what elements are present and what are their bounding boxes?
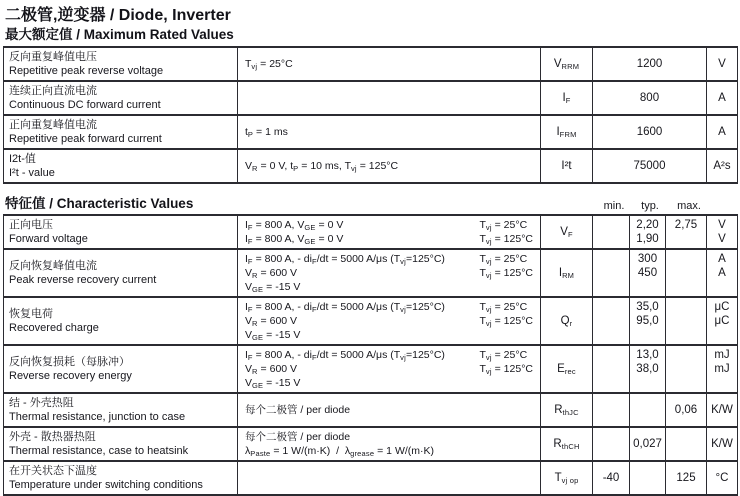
param-cell bbox=[4, 345, 238, 393]
max-cell bbox=[666, 427, 707, 461]
param-name-cn: I2t-值 bbox=[9, 153, 36, 165]
max-cell: 125 bbox=[666, 461, 707, 495]
conditions-cell bbox=[238, 215, 541, 249]
param-cell bbox=[4, 249, 238, 297]
min-cell bbox=[593, 297, 630, 345]
min-cell bbox=[593, 215, 630, 249]
param-name-en: Forward voltage bbox=[9, 233, 88, 245]
max-cell: 0,06 bbox=[666, 393, 707, 427]
symbol-cell: $V_F$ bbox=[541, 215, 593, 249]
param-name-en: Repetitive peak reverse voltage bbox=[9, 65, 164, 77]
symbol-cell: $V_{RRM}$ bbox=[541, 47, 593, 81]
param-cell bbox=[4, 81, 238, 115]
max-cell bbox=[666, 345, 707, 393]
max-cell bbox=[666, 249, 707, 297]
value-cell: 1200 bbox=[593, 47, 707, 81]
characteristic-values-table bbox=[3, 214, 738, 496]
param-cell bbox=[4, 149, 238, 183]
section-heading-characteristic-values: 特征值 / Characteristic Values bbox=[5, 196, 194, 211]
conditions-text: 每个二极管 / per diode $\lambda_{Paste} = 1$ $W/(m\cdot K) / \lambda_{grease} = 1$ W/(m·K) bbox=[245, 431, 435, 458]
param-name-cn: 恢复电荷 bbox=[9, 308, 53, 320]
table-row bbox=[4, 345, 738, 393]
min-cell bbox=[593, 427, 630, 461]
table-row bbox=[4, 393, 738, 427]
conditions-text: 每个二极管 / per diode bbox=[245, 404, 351, 416]
conditions-temperature: $T_{vj} = 25^\circ C$ $T_{vj} = 125^\circ C$ bbox=[479, 301, 533, 328]
param-name-en: Thermal resistance, junction to case bbox=[9, 411, 186, 423]
param-name-cn: 反向恢复损耗（每脉冲） bbox=[9, 356, 130, 368]
param-cell bbox=[4, 297, 238, 345]
param-name-cn: 外壳 - 散热器热阻 bbox=[9, 431, 96, 443]
param-name-en: Peak reverse recovery current bbox=[9, 274, 157, 286]
conditions-cell: $t_P = 1$ ms bbox=[238, 115, 541, 149]
column-header-min: min. bbox=[603, 200, 625, 212]
conditions-text: $I_F = 800$ A, - $di_F/dt = 5000$ A/μs $(T_{vj}=125^\circ C)$ $V_R = 600$ V $V_{GE} = -15$ V bbox=[245, 349, 445, 390]
conditions-cell bbox=[238, 249, 541, 297]
symbol-cell: I²t bbox=[541, 149, 593, 183]
conditions-temperature: $T_{vj} = 25^\circ C$ $T_{vj} = 125^\circ C$ bbox=[479, 219, 533, 246]
symbol-cell: $Q_r$ bbox=[541, 297, 593, 345]
param-name-en: Reverse recovery energy bbox=[9, 370, 132, 382]
conditions-text: $I_F = 800$ A, - $di_F/dt = 5000$ A/μs $(T_{vj}=125^\circ C)$ $V_R = 600$ V $V_{GE} = -15$ V bbox=[245, 253, 445, 294]
symbol-cell: $I_F$ bbox=[541, 81, 593, 115]
table-row bbox=[4, 81, 738, 115]
param-name-en: Repetitive peak forward current bbox=[9, 133, 162, 145]
param-cell bbox=[4, 427, 238, 461]
table-row bbox=[4, 47, 738, 81]
symbol-cell: $E_{rec}$ bbox=[541, 345, 593, 393]
param-name-cn: 反向恢复峰值电流 bbox=[9, 260, 97, 272]
conditions-cell bbox=[238, 393, 541, 427]
table-row bbox=[4, 149, 738, 183]
param-name-en: Continuous DC forward current bbox=[9, 99, 161, 111]
table-row bbox=[4, 297, 738, 345]
param-name-en: Thermal resistance, case to heatsink bbox=[9, 445, 189, 457]
value-cell: 1600 bbox=[593, 115, 707, 149]
table-row bbox=[4, 215, 738, 249]
param-cell bbox=[4, 393, 238, 427]
param-cell bbox=[4, 461, 238, 495]
conditions-temperature bbox=[533, 403, 535, 417]
typ-cell bbox=[630, 461, 666, 495]
typ-cell: 2,20 1,90 bbox=[630, 215, 666, 249]
conditions-temperature: $T_{vj} = 25^\circ C$ $T_{vj} = 125^\circ C$ bbox=[479, 349, 533, 376]
typ-cell bbox=[630, 393, 666, 427]
table-row bbox=[4, 461, 738, 495]
maximum-rated-values-table bbox=[3, 46, 738, 184]
typ-cell: 35,0 95,0 bbox=[630, 297, 666, 345]
max-cell bbox=[666, 297, 707, 345]
min-cell: -40 bbox=[593, 461, 630, 495]
typ-cell: 0,027 bbox=[630, 427, 666, 461]
section-heading-maximum-rated-values: 最大额定值 / Maximum Rated Values bbox=[5, 27, 234, 42]
typ-cell: 300 450 bbox=[630, 249, 666, 297]
unit-cell: μC μC bbox=[707, 297, 738, 345]
conditions-temperature: $T_{vj} = 25^\circ C$ $T_{vj} = 125^\circ C$ bbox=[479, 253, 533, 280]
param-name-en: Temperature under switching conditions bbox=[9, 479, 203, 491]
param-cell bbox=[4, 47, 238, 81]
unit-cell: A A bbox=[707, 249, 738, 297]
column-header-max: max. bbox=[677, 200, 701, 212]
table-row bbox=[4, 115, 738, 149]
value-cell: 800 bbox=[593, 81, 707, 115]
min-cell bbox=[593, 249, 630, 297]
symbol-cell: $I_{RM}$ bbox=[541, 249, 593, 297]
conditions-cell bbox=[238, 427, 541, 461]
param-cell bbox=[4, 115, 238, 149]
conditions-cell: $T_{vj} = 25^\circ C$ bbox=[238, 47, 541, 81]
conditions-cell bbox=[238, 297, 541, 345]
param-name-en: Recovered charge bbox=[9, 322, 99, 334]
conditions-temperature bbox=[533, 430, 535, 458]
conditions-cell: $V_R = 0$ V, $t_P = 10$ ms, $T_{vj} = 125^\circ C$ bbox=[238, 149, 541, 183]
conditions-cell bbox=[238, 81, 541, 115]
conditions-text: $I_F = 800$ A, $V_{GE} = 0$ V $I_F = 800$ A, $V_{GE} = 0$ V bbox=[245, 219, 344, 246]
param-name-en: I²t - value bbox=[9, 167, 55, 179]
param-name-cn: 正向电压 bbox=[9, 219, 53, 231]
unit-cell: A bbox=[707, 115, 738, 149]
unit-cell: mJ mJ bbox=[707, 345, 738, 393]
symbol-cell: $R_{thCH}$ bbox=[541, 427, 593, 461]
page-title: 二极管,逆变器 / Diode, Inverter bbox=[5, 7, 231, 24]
unit-cell: °C bbox=[707, 461, 738, 495]
symbol-cell: $R_{thJC}$ bbox=[541, 393, 593, 427]
column-header-typ: typ. bbox=[641, 200, 659, 212]
unit-cell: A²s bbox=[707, 149, 738, 183]
min-cell bbox=[593, 393, 630, 427]
table-row bbox=[4, 249, 738, 297]
symbol-cell: $T_{vj op}$ bbox=[541, 461, 593, 495]
unit-cell: V bbox=[707, 47, 738, 81]
max-cell: 2,75 bbox=[666, 215, 707, 249]
typ-cell: 13,0 38,0 bbox=[630, 345, 666, 393]
table-row bbox=[4, 427, 738, 461]
param-name-cn: 结 - 外壳热阻 bbox=[9, 397, 74, 409]
unit-cell: K/W bbox=[707, 427, 738, 461]
unit-cell: K/W bbox=[707, 393, 738, 427]
value-cell: 75000 bbox=[593, 149, 707, 183]
conditions-cell bbox=[238, 345, 541, 393]
unit-cell: V V bbox=[707, 215, 738, 249]
conditions-cell bbox=[238, 461, 541, 495]
param-cell bbox=[4, 215, 238, 249]
param-name-cn: 连续正向直流电流 bbox=[9, 85, 97, 97]
conditions-text: $I_F = 800$ A, - $di_F/dt = 5000$ A/μs $(T_{vj}=125^\circ C)$ $V_R = 600$ V $V_{GE} = -15$ V bbox=[245, 301, 445, 342]
param-name-cn: 反向重复峰值电压 bbox=[9, 51, 97, 63]
characteristic-values-header bbox=[3, 192, 737, 214]
param-name-cn: 在开关状态下温度 bbox=[9, 465, 97, 477]
symbol-cell: $I_{FRM}$ bbox=[541, 115, 593, 149]
param-name-cn: 正向重复峰值电流 bbox=[9, 119, 97, 131]
unit-cell: A bbox=[707, 81, 738, 115]
min-cell bbox=[593, 345, 630, 393]
